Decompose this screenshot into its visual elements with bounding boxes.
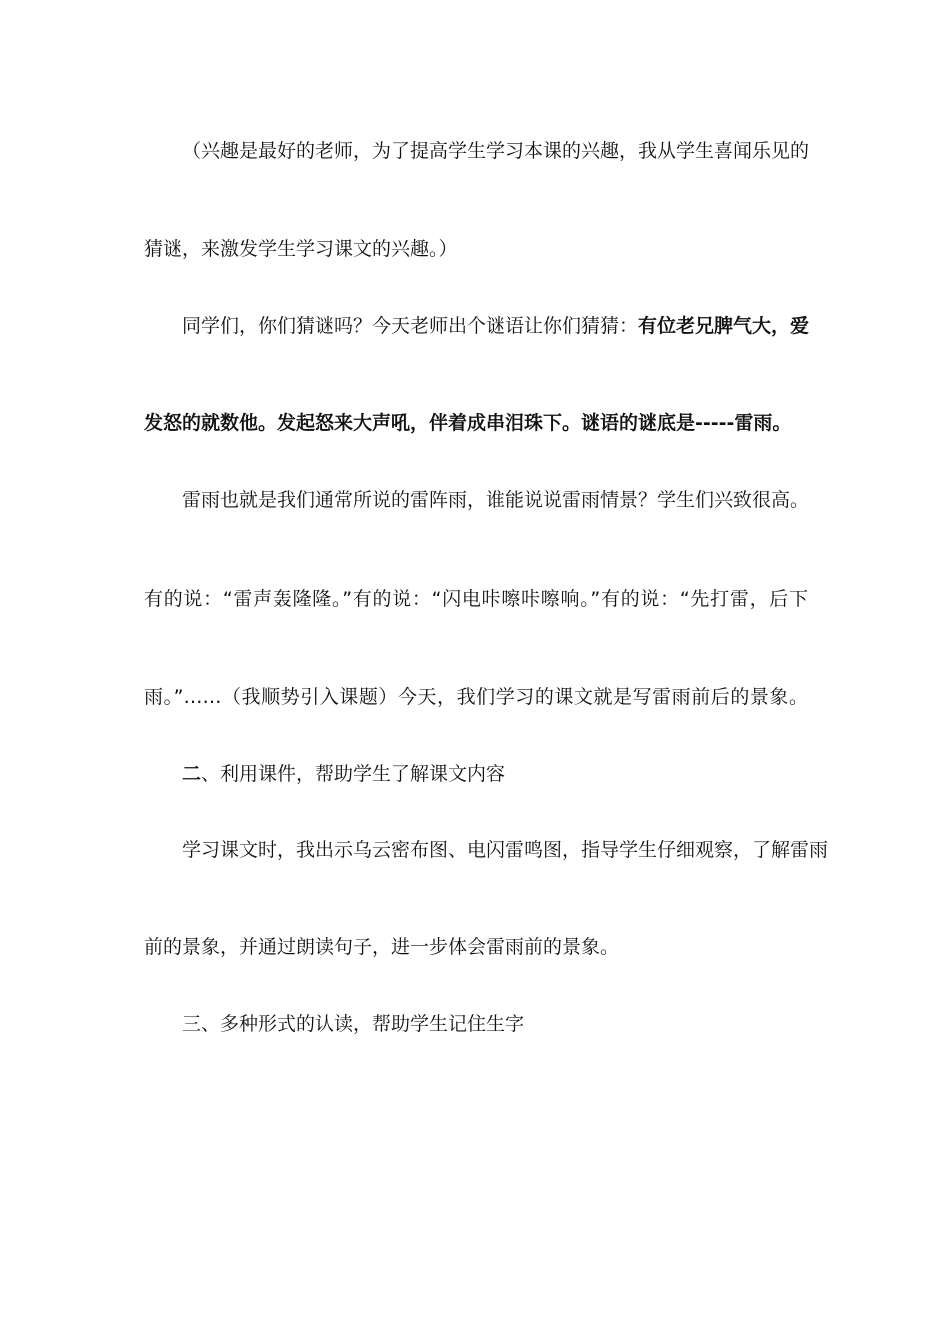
paragraph-line — [182, 838, 829, 862]
paragraph-line — [182, 139, 808, 163]
paragraph-line — [144, 685, 808, 709]
paragraph-line — [144, 237, 808, 261]
paragraph-line — [144, 935, 808, 959]
text-span: （兴趣是最好的老师，为了提高学生学习本课的兴趣，我从学生喜闻乐见的 — [182, 140, 810, 162]
paragraph-line — [182, 488, 808, 512]
riddle-text: 有位老兄脾气大，爱 — [638, 315, 810, 337]
section-title: 、利用课件，帮助学生了解课文内容 — [201, 763, 506, 785]
text-span: 学习课文时，我出示乌云密布图、电闪雷鸣图，指导学生仔细观察，了解雷雨 — [182, 839, 829, 861]
text-span: 猜谜，来激发学生学习课文的兴趣。） — [144, 238, 458, 260]
paragraph-line — [144, 587, 808, 611]
riddle-line — [144, 411, 808, 435]
text-span: 雨。”……（我顺势引入课题）今天，我们学习的课文就是写雷雨前后的景象。 — [144, 686, 808, 708]
riddle-text: 发怒的就数他。发起怒来大声吼，伴着成串泪珠下。谜语的谜底是-----雷雨。 — [144, 412, 792, 434]
text-span: 前的景象，并通过朗读句子，进一步体会雷雨前的景象。 — [144, 936, 620, 958]
section-title: 三、多种形式的认读，帮助学生记住生字 — [182, 1013, 525, 1035]
text-span: 雷雨也就是我们通常所说的雷阵雨，谁能说说雷雨情景？学生们兴致很高。 — [182, 489, 810, 511]
section-number: 二 — [182, 763, 202, 785]
text-span: 同学们，你们猜谜吗？今天老师出个谜语让你们猜猜： — [182, 315, 639, 337]
section-heading — [182, 762, 808, 786]
paragraph-line — [182, 314, 808, 338]
text-span: 有的说：“雷声轰隆隆。”有的说：“闪电咔嚓咔嚓响。”有的说：“先打雷，后下 — [144, 588, 808, 610]
section-heading — [182, 1012, 808, 1036]
